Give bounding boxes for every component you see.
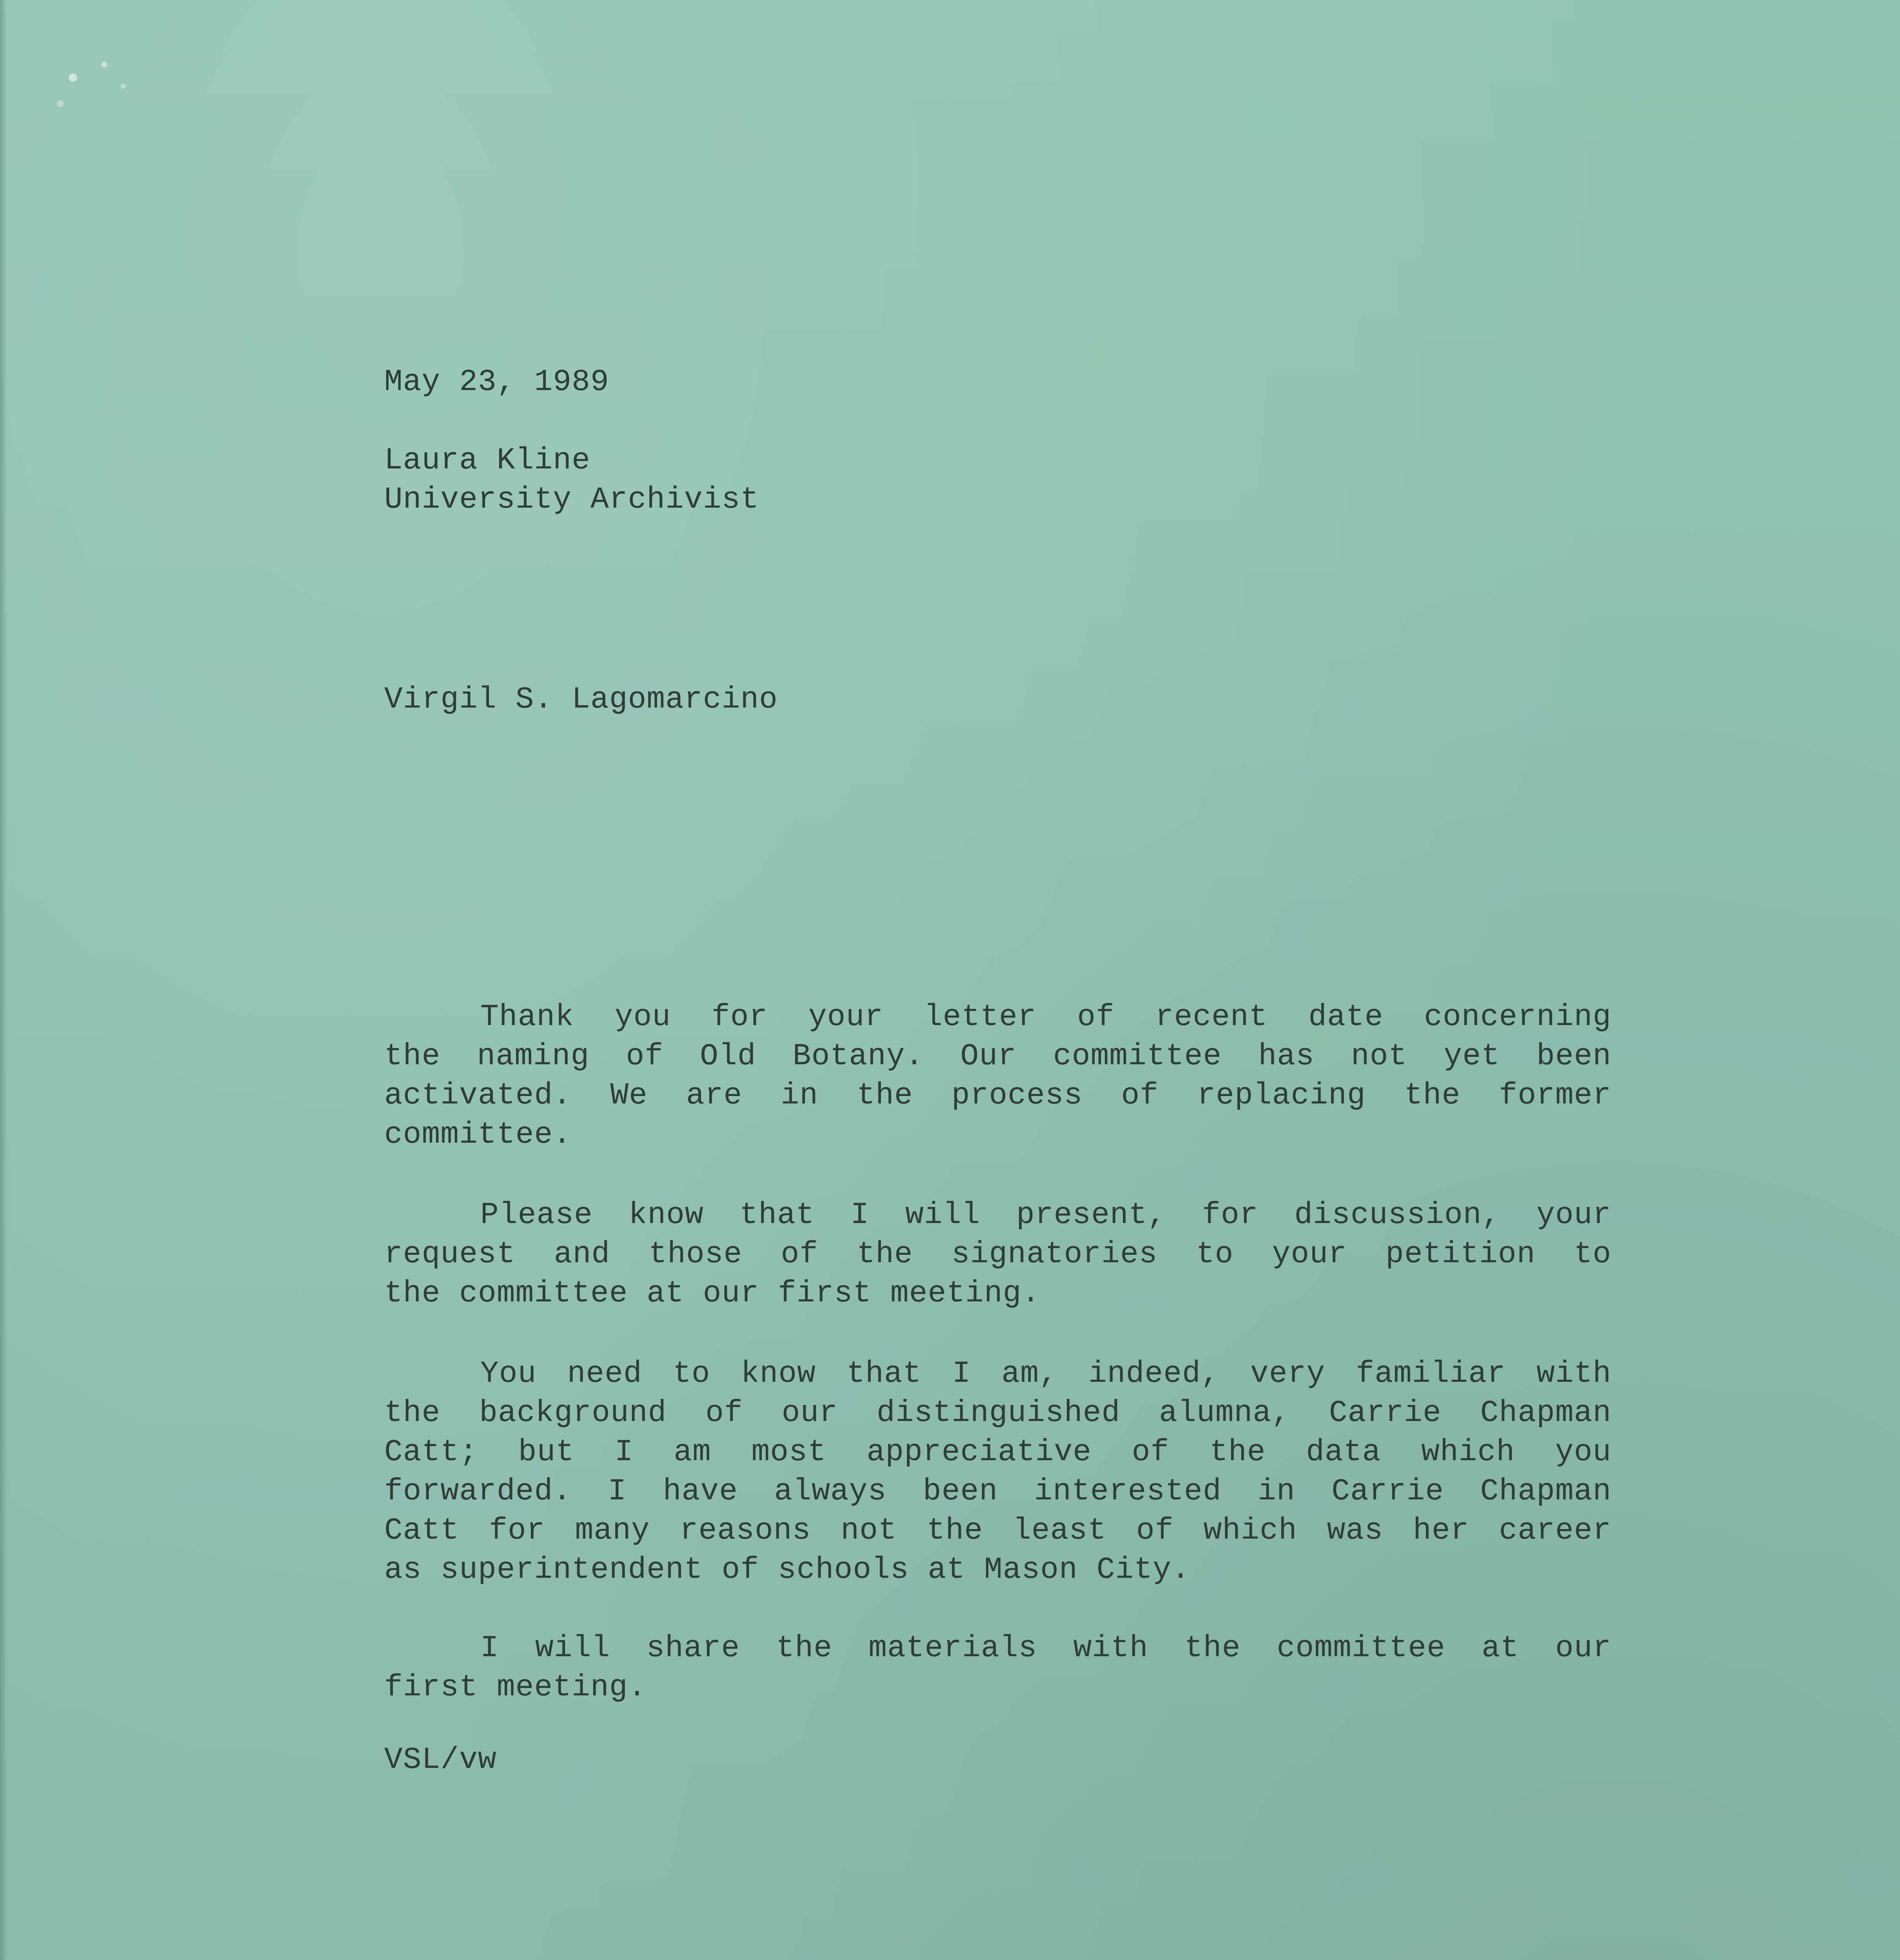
paragraph-4-line-1: I will share the materials with the committee at our	[480, 1631, 1611, 1666]
paragraph-2-line-1: Please know that I will present, for discussion, your	[480, 1198, 1611, 1232]
paragraph-3-line-4: forwarded. I have always been interested in Carrie Chapman	[384, 1474, 1611, 1509]
recipient-name: Laura Kline	[384, 443, 590, 478]
paragraph-3-line-3: Catt; but I am most appreciative of the data which you	[384, 1435, 1611, 1470]
paper-scuff-marks	[35, 43, 161, 129]
paper-edge-shadow	[0, 0, 7, 1960]
paragraph-4-line-2: first meeting.	[384, 1670, 647, 1705]
paragraph-1-line-2: the naming of Old Botany. Our committee has not yet been	[384, 1039, 1611, 1074]
sender-name: Virgil S. Lagomarcino	[384, 682, 778, 717]
letter-date: May 23, 1989	[384, 365, 609, 399]
paragraph-3-line-2: the background of our distinguished alumna, Carrie Chapman	[384, 1396, 1611, 1430]
paragraph-3-line-1: You need to know that I am, indeed, very familiar with	[480, 1357, 1611, 1391]
paragraph-3-line-6: as superintendent of schools at Mason City.	[384, 1553, 1190, 1587]
paragraph-2-line-2: request and those of the signatories to your petition to	[384, 1237, 1611, 1272]
paragraph-1-line-3: activated. We are in the process of replacing the former	[384, 1078, 1611, 1113]
paragraph-1-line-4: committee.	[384, 1118, 572, 1152]
typist-initials: VSL/vw	[384, 1743, 497, 1777]
recipient-title: University Archivist	[384, 483, 759, 517]
paragraph-3-line-5: Catt for many reasons not the least of which was her career	[384, 1514, 1611, 1548]
paragraph-2-line-3: the committee at our first meeting.	[384, 1276, 1041, 1311]
paragraph-1-line-1: Thank you for your letter of recent date concerning	[480, 1000, 1611, 1034]
